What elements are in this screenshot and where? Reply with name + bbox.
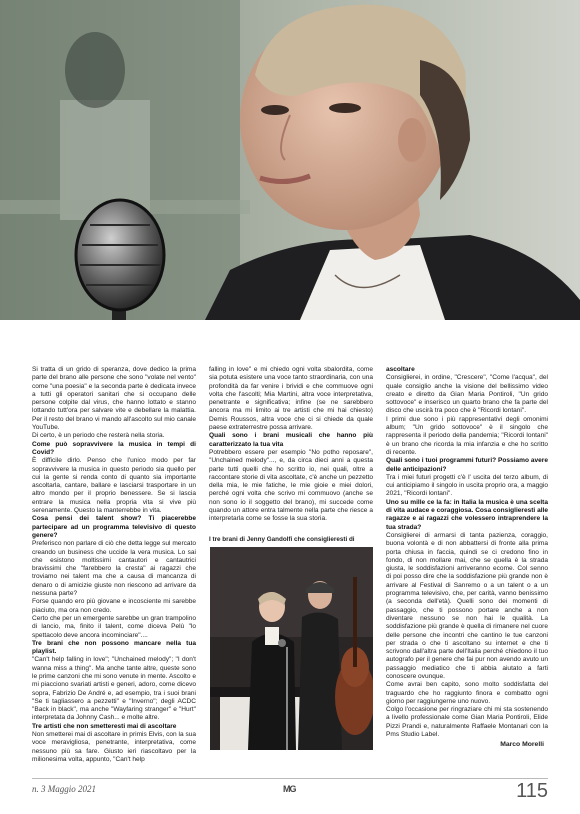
question-heading: Cosa pensi dei talent show? Ti piacerebbe partecipare ad un programma televisivo di questo genere? — [32, 515, 196, 539]
footer-rule — [32, 778, 548, 779]
paragraph: Di certo, è un periodo che resterà nella storia. — [32, 432, 165, 440]
article-column-3 — [386, 366, 548, 739]
concert-photo — [210, 547, 373, 750]
paragraph: Consiglierei, in ordine, "Crescere", "Come l'acqua", del quale consiglio anche la visione del bellissimo video creato e diretto da Gian Maria Pontiroli, "Un grido sottovoce" e inserisco un quarto brano che fa parte del disco che uscirà tra poco che è "Ricordi lontani". — [386, 374, 548, 415]
paragraph: Colgo l'occasione per ringraziare chi mi sta sostenendo a livello professionale come Gian Maria Pontiroli, Elide Pizzi Prandi e, naturalmente Raffaele Montanari con la Pms Studio Label. — [386, 706, 548, 739]
issue-label: n. 3 Maggio 2021 — [32, 784, 96, 794]
paragraph: Si tratta di un grido di speranza, dove dedico la prima parte del brano alle persone che sono "volate nel vento" come "una poesia" e la seconda parte è dedicata invece a tutti gli operatori sanitari che si occupano delle persone colpite dal virus, che hanno lottato e stanno lottando tutt'ora per salvare vite e debellare la malattia. Per il resto del brano vi mando all'ascolto sul mio canale YouTube. — [32, 366, 196, 432]
paragraph: Forse quando ero più giovane e incosciente mi sarebbe piaciuto, ma ora non credo. — [32, 598, 196, 614]
question-heading: Tre artisti che non smetteresti mai di ascoltare — [32, 722, 177, 730]
paragraph: falling in love" e mi chiedo ogni volta sbalordita, come sia potuta esistere una voce tanto straordinaria, con una profondità da far venire i brividi e che commuove ogni volta che l'ascolti; Mia Martini, altra voce interpretativa, penetrante e significativa; infine (se ne sarebbero ancora ma mi limito ai tre artisti che mi hai chiesto) Demis Roussos, altra voce che ci si chiede da quale paese extraterrestre possa arrivare. — [209, 366, 373, 432]
paragraph: I primi due sono i più rappresentativi degli omonimi album; "Un grido sottovoce" è il singolo che rappresenta il periodo della pandemia; "Ricordi lontani" è un brano che ricorda la mia infanzia e che ho scritto di recente. — [386, 415, 548, 456]
question-heading: ascoltare — [386, 366, 415, 373]
author-signature: Marco Morelli — [500, 741, 544, 748]
photo-caption: I tre brani di Jenny Gandolfi che consiglieresti di — [209, 536, 355, 543]
question-heading: Quali sono i tuoi programmi futuri? Possiamo avere delle anticipazioni? — [386, 457, 548, 473]
page-number: 115 — [516, 780, 548, 802]
paragraph: "Can't help falling in love"; "Unchained melody"; "I don't wanna miss a thing". Ma anche tante altre, queste sono le prime canzoni che mi sono venute in mente. Ascolto e mi piacciono svariati artisti e generi, adoro, come dicevo sopra, Fabrizio De André e, ad esempio, tra i suoi brani "Se ti tagliassero a pezzetti" e "Inverno"; degli ACDC "Back in black", ma anche "Wayfaring stranger" e "Hurt" interpretata da Johnny Cash... e molte altre. — [32, 656, 196, 722]
question-heading: Uno su mille ce la fa: in Italia la musica è una scelta di vita audace e coraggiosa. Cosa consiglieresti alle ragazze e ai ragazzi che volessero intraprendere la tua strada? — [386, 498, 548, 531]
article-column-2 — [209, 366, 373, 524]
article-column-1 — [32, 366, 196, 764]
paragraph: È difficile dirlo. Penso che l'unico modo per far sopravvivere la musica in questo periodo sia quello per cui la gente si renda conto di quanto sia importante ascoltarla, cantare, ballare e lasciarsi trasportare in un altro mondo per il proprio benessere. Se si lascia entrare la musica nella propria vita si vive più serenamente. Questo la manterrebbe in vita. — [32, 457, 196, 515]
question-heading: Quali sono i brani musicali che hanno più caratterizzato la tua vita — [209, 432, 373, 448]
paragraph: Consiglierei di armarsi di tanta pazienza, coraggio, buona volontà e di non abbattersi di fronte alla prima porta chiusa in faccia, quindi se ci credono fino in fondo, di non mollare mai, che se quella è la strada giusta, le soddisfazioni arriveranno ecome. Col senno di poi posso dire che la soddisfazione più grande non è arrivare al Festival di Sanremo o a un talent o a un programma televisivo, che, per carità, vanno benissimo (a seconda dell'età). Quelli sono dei momenti di passaggio, che ti possono portare anche a non diventare nessuno se non hai le qualità. La soddisfazione più grande è quella di rimanere nel cuore delle persone che incontri che cantino le tue canzoni per strada o che ti ascoltano su internet e che ti scrivono dall'altra parte dell'Italia perché chiedono il tuo autografo per il genere che fai pur non avendo avuto un passaggio mediatico che ti abbia aiutato a farti conoscere ovunque. — [386, 531, 548, 680]
paragraph: Come avrai ben capito, sono molto soddisfatta del traguardo che ho raggiunto finora e combatto ogni giorno per raggiungerne uno nuovo. — [386, 681, 548, 705]
paragraph: Preferisco non parlare di ciò che detta legge sul mercato creando un business che uccide la vera musica. Lo sai che esistono moltissimi cantautori e cantautrici bravissimi che "farebbero la cresta" ai ragazzi che troviamo nei talent ma che a causa di mancanza di denaro o di amicizie giuste non riescono ad arrivare da nessuna parte? — [32, 540, 196, 598]
magazine-logo: MG — [283, 784, 296, 794]
paragraph: Potrebbero essere per esempio "No potho reposare", "Unchained melody"..., e, da circa dieci anni a questa parte tutti quelli che ho scritto io, nei quali, oltre a raccontare storie di vita ascoltate, c'è anche un pezzetto della mia, le mie fatiche, le mie gioie e miei dolori, perché ogni volta che scrivo mi commuovo (anche se non sono io il soggetto del brano), mi succede come quando un attore entra talmente nella parte che riesce a interpretarla come se fosse la sua storia. — [209, 448, 373, 523]
question-heading: Tre brani che non possono mancare nella tua playlist. — [32, 639, 196, 656]
hero-photo — [0, 0, 580, 320]
paragraph: Non smetterei mai di ascoltare in primis Elvis, con la sua voce meravigliosa, penetrante, interpretativa, come nessuno più sa fare. Giusto ieri riascoltavo per la milionesima volta, appunto, "Can't help — [32, 731, 196, 763]
paragraph: Certo che per un emergente sarebbe un gran trampolino di lancio, ma, finito il talent, come diceva Pelù "lo spettacolo deve ancora incominciare".... — [32, 614, 196, 639]
paragraph: Tra i miei futuri progetti c'è l' uscita del terzo album, di cui anticipiamo il singolo in uscita proprio ora, a maggio 2021, "Ricordi lontani". — [386, 473, 548, 498]
singer-portrait-illustration — [0, 0, 580, 320]
duo-performing-illustration — [210, 547, 373, 750]
question-heading: Come può sopravvivere la musica in tempi di Covid? — [32, 440, 196, 456]
